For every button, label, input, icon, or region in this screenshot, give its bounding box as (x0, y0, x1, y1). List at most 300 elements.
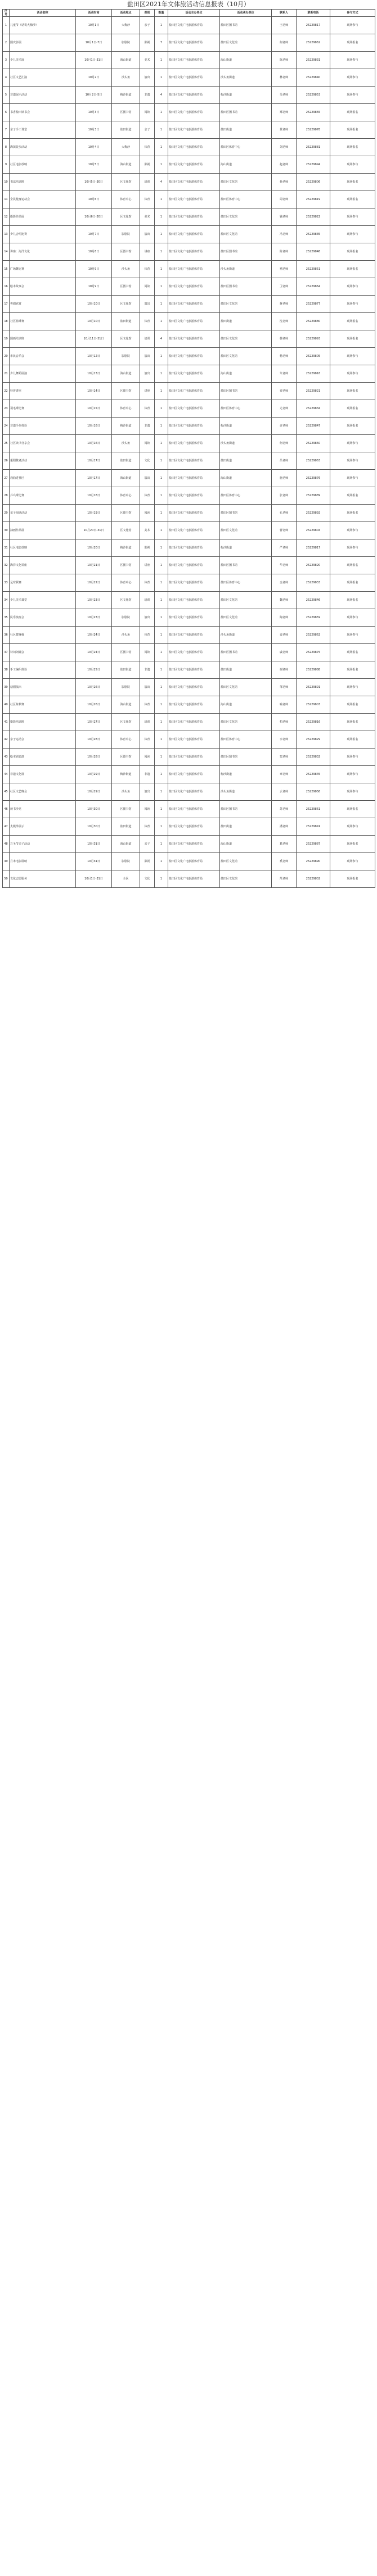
cell-contact: 张老师 (272, 487, 297, 505)
cell-method: 现场报名 (330, 400, 375, 418)
cell-contact: 姜老师 (272, 627, 297, 644)
cell-time: 10月26日 (76, 679, 112, 696)
cell-contact: 陶老师 (272, 609, 297, 627)
cell-index: 16 (3, 278, 10, 296)
cell-place: 区文化馆 (112, 208, 140, 226)
cell-method: 现场参与 (330, 766, 375, 783)
cell-method: 现场参与 (330, 783, 375, 801)
cell-index: 36 (3, 627, 10, 644)
cell-host: 盐田区文化广电旅游体育局 (168, 714, 220, 731)
cell-index: 18 (3, 313, 10, 330)
cell-type: 亲子 (140, 121, 155, 139)
cell-method: 现场参与 (330, 348, 375, 365)
cell-time: 10月23日 (76, 592, 112, 609)
table-row (3, 261, 375, 278)
cell-name: 粤剧欣赏 (10, 296, 76, 313)
table-row (3, 17, 375, 34)
cell-count: 1 (155, 365, 168, 383)
cell-method: 现场报名 (330, 661, 375, 679)
cell-phone: 25229881 (297, 139, 330, 156)
table-row (3, 400, 375, 418)
cell-place: 体育中心 (112, 400, 140, 418)
cell-method: 现场报名 (330, 313, 375, 330)
cell-phone: 25229864 (297, 278, 330, 296)
cell-name: 科普讲座 (10, 383, 76, 400)
cell-place: 区图书馆 (112, 505, 140, 522)
cell-phone: 25229874 (297, 818, 330, 836)
cell-type: 讲座 (140, 243, 155, 261)
cell-host: 盐田区文化广电旅游体育局 (168, 505, 220, 522)
cell-host: 盐田区文化广电旅游体育局 (168, 261, 220, 278)
cell-phone: 25229850 (297, 435, 330, 452)
cell-count: 1 (155, 539, 168, 557)
cell-type: 影视 (140, 853, 155, 870)
cell-method: 现场报名 (330, 557, 375, 574)
cell-host: 盐田区文化广电旅游体育局 (168, 801, 220, 818)
cell-host: 盐田区文化广电旅游体育局 (168, 487, 220, 505)
cell-organizer: 盐田区图书馆 (220, 644, 272, 661)
cell-contact: 何老师 (272, 34, 297, 52)
cell-method: 现场参与 (330, 278, 375, 296)
cell-organizer: 盐田区图书馆 (220, 505, 272, 522)
cell-organizer: 盐田区图书馆 (220, 104, 272, 121)
cell-contact: 陈老师 (272, 243, 297, 261)
cell-name: 非遗手作体验 (10, 418, 76, 435)
cell-phone: 25229877 (297, 296, 330, 313)
cell-type: 非遗 (140, 418, 155, 435)
cell-method: 现场参与 (330, 208, 375, 226)
cell-organizer: 梅沙街道 (220, 766, 272, 783)
cell-organizer: 盐田区文化馆 (220, 853, 272, 870)
cell-type: 演出 (140, 365, 155, 383)
header-method: 参与方式 (330, 10, 375, 17)
cell-time: 10月6日 (76, 191, 112, 208)
table-row (3, 296, 375, 313)
cell-phone: 25229853 (297, 87, 330, 104)
cell-time: 10月3日 (76, 104, 112, 121)
cell-index: 30 (3, 522, 10, 539)
cell-type: 亲子 (140, 836, 155, 853)
cell-name: 亲子手工课堂 (10, 121, 76, 139)
cell-type: 培训 (140, 592, 155, 609)
table-row (3, 522, 375, 539)
cell-method: 现场报名 (330, 174, 375, 191)
cell-contact: 喻老师 (272, 696, 297, 714)
cell-index: 4 (3, 69, 10, 87)
cell-count: 1 (155, 661, 168, 679)
cell-host: 盐田区文化广电旅游体育局 (168, 783, 220, 801)
table-row (3, 627, 375, 644)
cell-count: 4 (155, 330, 168, 348)
cell-count: 1 (155, 400, 168, 418)
cell-index: 50 (3, 870, 10, 888)
cell-index: 46 (3, 801, 10, 818)
cell-host: 盐田区文化广电旅游体育局 (168, 661, 220, 679)
cell-type: 演出 (140, 609, 155, 627)
cell-method: 现场报名 (330, 34, 375, 52)
cell-index: 21 (3, 365, 10, 383)
table-row (3, 539, 375, 557)
cell-index: 40 (3, 696, 10, 714)
cell-method: 现场报名 (330, 574, 375, 592)
cell-index: 8 (3, 139, 10, 156)
cell-method: 现场参与 (330, 226, 375, 243)
cell-time: 10月13日 (76, 365, 112, 383)
cell-method: 现场报名 (330, 383, 375, 400)
cell-name: 万圣节亲子活动 (10, 836, 76, 853)
table-row (3, 592, 375, 609)
cell-contact: 邹老师 (272, 679, 297, 696)
table-row (3, 330, 375, 348)
cell-name: 少儿合唱比赛 (10, 226, 76, 243)
cell-time: 10月25日 (76, 661, 112, 679)
cell-organizer: 沙头角街道 (220, 783, 272, 801)
cell-count: 1 (155, 261, 168, 278)
table-row (3, 156, 375, 174)
cell-name: 儿童节（话说大梅沙） (10, 17, 76, 34)
cell-place: 大梅沙 (112, 139, 140, 156)
cell-index: 10 (3, 174, 10, 191)
cell-contact: 秦老师 (272, 383, 297, 400)
cell-phone: 25229858 (297, 783, 330, 801)
cell-time: 10月1日-31日 (76, 52, 112, 69)
cell-count: 1 (155, 783, 168, 801)
cell-method: 现场报名 (330, 418, 375, 435)
cell-name: 社区读书分享会 (10, 435, 76, 452)
cell-index: 26 (3, 452, 10, 470)
cell-index: 42 (3, 731, 10, 749)
cell-name: 月末电影展映 (10, 853, 76, 870)
cell-method: 现场报名 (330, 330, 375, 348)
cell-type: 体育 (140, 731, 155, 749)
cell-name: 非遗文化展 (10, 766, 76, 783)
table-row (3, 696, 375, 714)
cell-type: 演出 (140, 783, 155, 801)
table-body (3, 17, 375, 888)
cell-method: 现场报名 (330, 104, 375, 121)
cell-time: 10月29日 (76, 766, 112, 783)
table-row (3, 818, 375, 836)
cell-type: 影视 (140, 156, 155, 174)
cell-place: 盐田街道 (112, 818, 140, 836)
cell-index: 29 (3, 505, 10, 522)
cell-type: 讲座 (140, 383, 155, 400)
cell-time: 10月3日 (76, 121, 112, 139)
cell-phone: 25229862 (297, 627, 330, 644)
cell-place: 沙头角 (112, 783, 140, 801)
cell-phone: 25229822 (297, 208, 330, 226)
cell-time: 10月23日 (76, 609, 112, 627)
cell-host: 盐田区文化广电旅游体育局 (168, 539, 220, 557)
cell-name: 国画培训班 (10, 330, 76, 348)
cell-type: 培训 (140, 330, 155, 348)
cell-contact: 沈老师 (272, 313, 297, 330)
cell-name: 非遗展示活动 (10, 87, 76, 104)
cell-method: 现场报名 (330, 836, 375, 853)
cell-count: 1 (155, 836, 168, 853)
cell-place: 影剧院 (112, 34, 140, 52)
cell-host: 盐田区文化广电旅游体育局 (168, 557, 220, 574)
cell-count: 1 (155, 69, 168, 87)
cell-phone: 25229816 (297, 714, 330, 731)
cell-organizer: 盐田区图书馆 (220, 749, 272, 766)
cell-host: 盐田区文化广电旅游体育局 (168, 191, 220, 208)
cell-phone: 25229846 (297, 592, 330, 609)
table-row (3, 313, 375, 330)
cell-host: 盐田区文化广电旅游体育局 (168, 208, 220, 226)
cell-count: 1 (155, 592, 168, 609)
cell-type: 美术 (140, 52, 155, 69)
cell-phone: 25229803 (297, 696, 330, 714)
cell-type: 体育 (140, 261, 155, 278)
table-row (3, 435, 375, 452)
cell-method: 现场报名 (330, 487, 375, 505)
cell-place: 盐田街道 (112, 121, 140, 139)
cell-organizer: 盐田区体育中心 (220, 487, 272, 505)
cell-organizer: 盐田区文化馆 (220, 522, 272, 539)
cell-time: 10月28日 (76, 749, 112, 766)
cell-organizer: 盐田区文化馆 (220, 679, 272, 696)
cell-time: 10月1日-31日 (76, 870, 112, 888)
table-row (3, 348, 375, 365)
cell-count: 1 (155, 243, 168, 261)
cell-contact: 林老师 (272, 69, 297, 87)
cell-type: 演出 (140, 470, 155, 487)
cell-count: 1 (155, 766, 168, 783)
cell-type: 阅读 (140, 435, 155, 452)
cell-type: 演出 (140, 679, 155, 696)
cell-time: 10月30日 (76, 818, 112, 836)
cell-place: 沙头角 (112, 69, 140, 87)
cell-organizer: 海山街道 (220, 156, 272, 174)
cell-index: 33 (3, 574, 10, 592)
cell-time: 10月22日 (76, 574, 112, 592)
cell-time: 10月7日 (76, 226, 112, 243)
cell-host: 盐田区文化广电旅游体育局 (168, 818, 220, 836)
cell-time: 10月16日 (76, 435, 112, 452)
table-row (3, 505, 375, 522)
cell-host: 盐田区文化广电旅游体育局 (168, 174, 220, 191)
cell-host: 盐田区文化广电旅游体育局 (168, 679, 220, 696)
cell-type: 阅读 (140, 505, 155, 522)
cell-place: 体育中心 (112, 191, 140, 208)
cell-organizer: 盐田街道 (220, 818, 272, 836)
table-row (3, 52, 375, 69)
cell-place: 梅沙街道 (112, 766, 140, 783)
cell-index: 14 (3, 243, 10, 261)
cell-organizer: 沙头角街道 (220, 435, 272, 452)
cell-organizer: 盐田区文化馆 (220, 208, 272, 226)
cell-method: 现场参与 (330, 87, 375, 104)
table-row (3, 121, 375, 139)
cell-place: 梅沙街道 (112, 87, 140, 104)
cell-phone: 25229818 (297, 365, 330, 383)
cell-time: 10月17日 (76, 470, 112, 487)
cell-count: 1 (155, 156, 168, 174)
cell-contact: 郑老师 (272, 104, 297, 121)
cell-place: 沙头角 (112, 627, 140, 644)
cell-host: 盐田区文化广电旅游体育局 (168, 574, 220, 592)
cell-organizer: 盐田街道 (220, 313, 272, 330)
cell-place: 区文化馆 (112, 522, 140, 539)
cell-place: 海山街道 (112, 836, 140, 853)
cell-count: 1 (155, 348, 168, 365)
cell-organizer: 盐田区体育中心 (220, 191, 272, 208)
cell-organizer: 海山街道 (220, 365, 272, 383)
cell-phone: 25229892 (297, 505, 330, 522)
cell-host: 盐田区文化广电旅游体育局 (168, 313, 220, 330)
cell-count: 1 (155, 679, 168, 696)
cell-name: 社区文艺汇演 (10, 69, 76, 87)
cell-method: 现场参与 (330, 435, 375, 452)
cell-time: 10月21日 (76, 557, 112, 574)
table-row (3, 749, 375, 766)
cell-contact: 尤老师 (272, 400, 297, 418)
cell-place: 梅沙街道 (112, 539, 140, 557)
cell-count: 1 (155, 714, 168, 731)
cell-type: 体育 (140, 487, 155, 505)
cell-host: 盐田区文化广电旅游体育局 (168, 696, 220, 714)
cell-organizer: 盐田街道 (220, 121, 272, 139)
cell-method: 现场参与 (330, 853, 375, 870)
cell-type: 文化 (140, 870, 155, 888)
cell-time: 10月1日-7日 (76, 34, 112, 52)
cell-place: 体育中心 (112, 731, 140, 749)
cell-name: 摄影作品展 (10, 208, 76, 226)
cell-organizer: 盐田区体育中心 (220, 139, 272, 156)
cell-count: 1 (155, 226, 168, 243)
cell-contact: 水老师 (272, 731, 297, 749)
cell-phone: 25229894 (297, 156, 330, 174)
cell-place: 海山街道 (112, 696, 140, 714)
cell-type: 美术 (140, 208, 155, 226)
cell-place: 区图书馆 (112, 557, 140, 574)
cell-type: 阅读 (140, 644, 155, 661)
table-row (3, 714, 375, 731)
header-place: 活动地点 (112, 10, 140, 17)
cell-host: 盐田区文化广电旅游体育局 (168, 121, 220, 139)
cell-host: 盐田区文化广电旅游体育局 (168, 452, 220, 470)
cell-place: 影剧院 (112, 348, 140, 365)
cell-organizer: 盐田区图书馆 (220, 383, 272, 400)
cell-contact: 金老师 (272, 574, 297, 592)
cell-name: 手工编织体验 (10, 661, 76, 679)
cell-name: 社区象棋赛 (10, 696, 76, 714)
cell-type: 培训 (140, 174, 155, 191)
cell-method: 现场参与 (330, 452, 375, 470)
cell-host: 盐田区文化广电旅游体育局 (168, 87, 220, 104)
cell-contact: 王老师 (272, 17, 297, 34)
cell-name: 少儿美术课堂 (10, 592, 76, 609)
cell-phone: 25229819 (297, 191, 330, 208)
cell-phone: 25229848 (297, 243, 330, 261)
cell-time: 10月5日-30日 (76, 174, 112, 191)
cell-host: 盐田区文化广电旅游体育局 (168, 522, 220, 539)
cell-contact: 窦老师 (272, 749, 297, 766)
cell-place: 区文化馆 (112, 296, 140, 313)
cell-type: 影视 (140, 539, 155, 557)
cell-type: 非遗 (140, 661, 155, 679)
cell-place: 区图书馆 (112, 749, 140, 766)
table-row (3, 87, 375, 104)
cell-host: 盐田区文化广电旅游体育局 (168, 296, 220, 313)
table-row (3, 801, 375, 818)
cell-organizer: 盐田区文化馆 (220, 34, 272, 52)
cell-organizer: 梅沙街道 (220, 418, 272, 435)
cell-organizer: 盐田区体育中心 (220, 731, 272, 749)
table-row (3, 766, 375, 783)
cell-organizer: 盐田区文化馆 (220, 330, 272, 348)
cell-time: 10月31日 (76, 853, 112, 870)
cell-index: 25 (3, 435, 10, 452)
cell-name: 书法培训班 (10, 174, 76, 191)
cell-time: 10月24日 (76, 644, 112, 661)
cell-place: 影剧院 (112, 853, 140, 870)
table-row (3, 34, 375, 52)
cell-name: 羽毛球比赛 (10, 400, 76, 418)
cell-time: 10月20日 (76, 539, 112, 557)
cell-place: 区图书馆 (112, 278, 140, 296)
cell-name: 足球联赛 (10, 574, 76, 592)
cell-place: 海山街道 (112, 52, 140, 69)
cell-count: 1 (155, 731, 168, 749)
cell-time: 10月27日 (76, 714, 112, 731)
cell-place: 体育中心 (112, 574, 140, 592)
cell-index: 28 (3, 487, 10, 505)
table-row (3, 365, 375, 383)
cell-organizer: 梅沙街道 (220, 539, 272, 557)
table-row (3, 191, 375, 208)
cell-count: 1 (155, 801, 168, 818)
table-row (3, 487, 375, 505)
cell-count: 1 (155, 749, 168, 766)
cell-organizer: 海山街道 (220, 836, 272, 853)
header-time: 活动时间 (76, 10, 112, 17)
cell-count: 1 (155, 696, 168, 714)
cell-phone: 25229835 (297, 226, 330, 243)
cell-count: 4 (155, 174, 168, 191)
cell-host: 盐田区文化广电旅游体育局 (168, 139, 220, 156)
cell-name: 太极拳展示 (10, 818, 76, 836)
cell-type: 演出 (140, 69, 155, 87)
cell-type: 非遗 (140, 87, 155, 104)
cell-index: 39 (3, 679, 10, 696)
cell-type: 培训 (140, 714, 155, 731)
cell-organizer: 盐田区图书馆 (220, 801, 272, 818)
cell-name: 绘本剧表演 (10, 749, 76, 766)
cell-type: 体育 (140, 696, 155, 714)
cell-type: 文化 (140, 452, 155, 470)
cell-type: 体育 (140, 313, 155, 330)
cell-organizer: 盐田区文化馆 (220, 870, 272, 888)
cell-contact: 柏老师 (272, 714, 297, 731)
table-row (3, 609, 375, 627)
cell-contact: 云老师 (272, 783, 297, 801)
cell-time: 10月17日 (76, 452, 112, 470)
cell-method: 现场参与 (330, 52, 375, 69)
cell-organizer: 盐田街道 (220, 661, 272, 679)
cell-type: 体育 (140, 574, 155, 592)
cell-contact: 杨老师 (272, 348, 297, 365)
cell-time: 10月5日 (76, 156, 112, 174)
cell-index: 3 (3, 52, 10, 69)
cell-method: 现场参与 (330, 627, 375, 644)
cell-method: 现场报名 (330, 121, 375, 139)
cell-phone: 25229890 (297, 853, 330, 870)
cell-type: 亲子 (140, 17, 155, 34)
cell-name: 诗词朗诵会 (10, 644, 76, 661)
cell-contact: 褚老师 (272, 261, 297, 278)
